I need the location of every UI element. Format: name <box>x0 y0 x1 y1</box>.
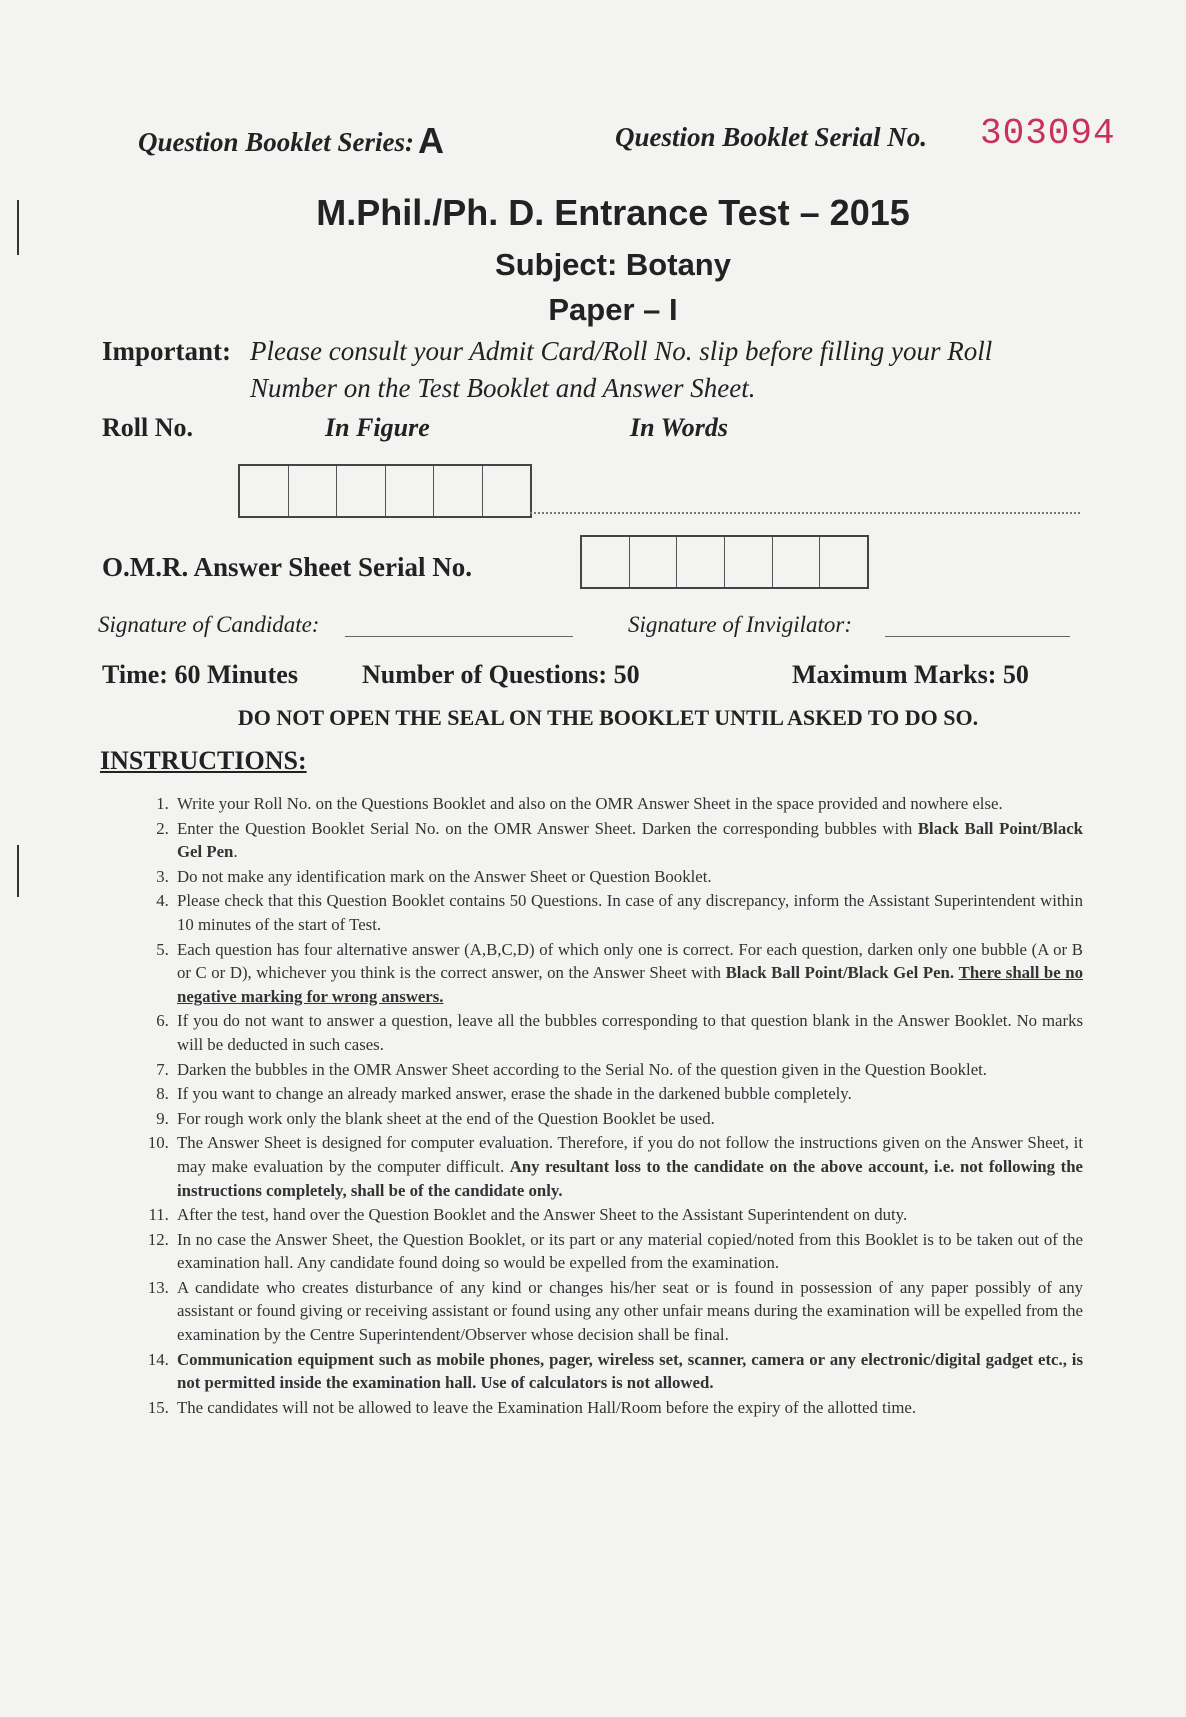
booklet-serial-label: Question Booklet Serial No. <box>615 122 928 152</box>
roll-digit-box[interactable] <box>337 466 386 516</box>
instruction-item <box>173 1009 1083 1056</box>
omr-serial-boxes[interactable] <box>580 535 869 589</box>
number-of-questions: Number of Questions: 50 <box>362 660 640 689</box>
instruction-text: Darken the bubbles in the OMR Answer Sheet according to the Serial No. of the question given in the Question Booklet. <box>177 1059 988 1079</box>
roll-digit-box[interactable] <box>434 466 483 516</box>
instruction-item <box>173 865 1083 889</box>
booklet-series-label: Question Booklet Series: <box>138 127 415 157</box>
instruction-item <box>173 1131 1083 1202</box>
important-text-line1: Please consult your Admit Card/Roll No. slip before filling your Roll <box>250 336 993 366</box>
instruction-item <box>173 1203 1083 1227</box>
instructions-list <box>128 792 1083 1420</box>
invigilator-signature-line[interactable] <box>885 636 1070 637</box>
omr-digit-box[interactable] <box>820 537 867 587</box>
instruction-item <box>173 792 1083 816</box>
instruction-item <box>173 1228 1083 1275</box>
booklet-series <box>138 118 444 160</box>
instruction-text: Enter the Question Booklet Serial No. on the OMR Answer Sheet. Darken the corresponding bubbles with <box>177 818 918 838</box>
roll-in-words-line[interactable] <box>530 512 1080 514</box>
instruction-text: If you want to change an already marked answer, erase the shade in the darkened bubble completely. <box>177 1084 852 1104</box>
margin-mark <box>17 845 19 897</box>
roll-in-figure-label: In Figure <box>325 413 430 442</box>
omr-serial-label: O.M.R. Answer Sheet Serial No. <box>102 552 472 582</box>
instruction-text: Each question has four alternative answer (A,B,C,D) of which only one is correct. For each question, darken only one bubble (A or B or C or D), whichever you think is the correct answer, on the Answer Sheet with <box>177 939 1083 983</box>
instruction-item <box>173 938 1083 1009</box>
instruction-text: The candidates will not be allowed to leave the Examination Hall/Room before the expiry of the allotted time. <box>177 1397 917 1417</box>
omr-digit-box[interactable] <box>725 537 773 587</box>
instruction-bold-text: Any resultant loss to the candidate on the above account, i.e. not following the instructions completely, shall be of the candidate only. <box>177 1156 1083 1200</box>
exam-time: Time: 60 Minutes <box>102 660 298 689</box>
instruction-text: Do not make any identification mark on the Answer Sheet or Question Booklet. <box>177 866 712 886</box>
instruction-item <box>173 817 1083 864</box>
roll-digit-box[interactable] <box>483 466 531 516</box>
instruction-text: If you do not want to answer a question, leave all the bubbles corresponding to that question blank in the Answer Booklet. No marks will be deducted in such cases. <box>177 1011 1083 1054</box>
exam-title: M.Phil./Ph. D. Entrance Test – 2015 <box>316 192 910 233</box>
instruction-item <box>173 1276 1083 1347</box>
instruction-bold-text: Black Ball Point/Black Gel Pen. <box>725 963 955 983</box>
roll-digit-box[interactable] <box>289 466 338 516</box>
omr-digit-box[interactable] <box>677 537 725 587</box>
instructions-heading: INSTRUCTIONS: <box>100 746 307 775</box>
roll-number-boxes[interactable] <box>238 464 532 518</box>
candidate-signature-line[interactable] <box>345 636 573 637</box>
booklet-serial-number: 303094 <box>980 113 1116 154</box>
omr-digit-box[interactable] <box>630 537 678 587</box>
instruction-text: For rough work only the blank sheet at the end of the Question Booklet be used. <box>177 1108 715 1128</box>
exam-paper: Paper – I <box>548 292 678 327</box>
instruction-text: Write your Roll No. on the Questions Booklet and also on the OMR Answer Sheet in the space provided and nowhere else. <box>177 794 1003 813</box>
instruction-text: In no case the Answer Sheet, the Question Booklet, or its part or any material copied/noted from this Booklet is to be taken out of the examination hall. Any candidate found doing so would be expelled from the examination. <box>177 1229 1083 1273</box>
important-label: Important: <box>102 336 231 366</box>
instruction-item <box>173 1058 1083 1082</box>
maximum-marks: Maximum Marks: 50 <box>792 660 1029 689</box>
instruction-item <box>173 1348 1083 1395</box>
invigilator-signature-label: Signature of Invigilator: <box>628 612 853 637</box>
omr-digit-box[interactable] <box>773 537 821 587</box>
instruction-item <box>173 889 1083 936</box>
omr-digit-box[interactable] <box>582 537 630 587</box>
instruction-bold-text: Black Ball Point/Black Gel Pen <box>177 818 1083 862</box>
instruction-item <box>173 1107 1083 1131</box>
instruction-item <box>173 1082 1083 1106</box>
candidate-signature-label: Signature of Candidate: <box>98 612 320 637</box>
instruction-bold-text: Communication equipment such as mobile phones, pager, wireless set, scanner, camera or any electronic/digital gadget etc., is not permitted inside the examination hall. Use of calculators is not allowed. <box>177 1349 1083 1393</box>
seal-warning: DO NOT OPEN THE SEAL ON THE BOOKLET UNTIL ASKED TO DO SO. <box>237 705 979 730</box>
instruction-text: . <box>233 842 238 862</box>
instruction-item <box>173 1396 1083 1420</box>
instruction-text: A candidate who creates disturbance of any kind or changes his/her seat or is found in possession of any paper possibly of any assistant or found giving or receiving assistant or found using any other unfair means during the examination will be expelled from the examination by the Centre Superintendent/Observer whose decision shall be final. <box>177 1277 1083 1345</box>
important-text-line2: Number on the Test Booklet and Answer Sheet. <box>250 373 756 403</box>
roll-in-words-label: In Words <box>630 413 729 442</box>
instruction-underlined-text: There shall be no negative marking for wrong answers. <box>177 963 1083 1006</box>
instruction-text: After the test, hand over the Question Booklet and the Answer Sheet to the Assistant Superintendent on duty. <box>177 1205 908 1225</box>
roll-digit-box[interactable] <box>240 466 289 516</box>
instruction-text: The Answer Sheet is designed for computer evaluation. Therefore, if you do not follow the instructions given on the Answer Sheet, it may make evaluation by the computer difficult. <box>177 1133 1083 1176</box>
roll-digit-box[interactable] <box>386 466 435 516</box>
instruction-text: Please check that this Question Booklet contains 50 Questions. In case of any discrepancy, inform the Assistant Superintendent within 10 minutes of the start of Test. <box>177 891 1083 934</box>
exam-subject: Subject: Botany <box>495 247 731 282</box>
roll-number-label: Roll No. <box>102 413 193 442</box>
booklet-series-value: A <box>418 120 445 161</box>
